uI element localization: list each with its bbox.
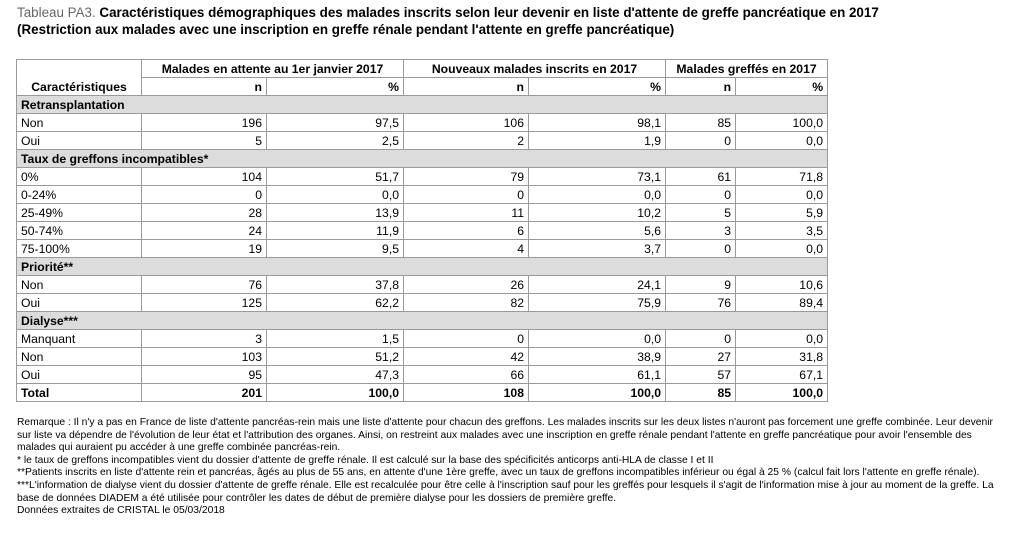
cell-value: 100,0 <box>736 384 828 402</box>
table-row <box>17 204 828 222</box>
cell-value: 61 <box>666 168 736 186</box>
cell-value: 196 <box>142 114 267 132</box>
cell-value: 0,0 <box>529 186 666 204</box>
cell-value: 3 <box>666 222 736 240</box>
table-row <box>17 114 828 132</box>
cell-value: 5,6 <box>529 222 666 240</box>
footnote-incompatible: * le taux de greffons incompatibles vient du dossier d'attente de greffe rénale. Il est calculé sur la base des spécificités anticorps anti-HLA de classe I et II <box>17 454 714 466</box>
row-label: 25-49% <box>17 204 142 222</box>
cell-value: 2,5 <box>267 132 404 150</box>
cell-value: 0,0 <box>267 186 404 204</box>
cell-value: 1,9 <box>529 132 666 150</box>
cell-value: 42 <box>404 348 529 366</box>
footnotes <box>17 417 997 518</box>
cell-value: 89,4 <box>736 294 828 312</box>
cell-value: 24 <box>142 222 267 240</box>
cell-value: 38,9 <box>529 348 666 366</box>
cell-value: 66 <box>404 366 529 384</box>
group-header: Malades en attente au 1er janvier 2017 <box>142 60 404 78</box>
section-row <box>17 258 828 276</box>
cell-value: 76 <box>142 276 267 294</box>
cell-value: 2 <box>404 132 529 150</box>
table-row <box>17 222 828 240</box>
row-label: Oui <box>17 366 142 384</box>
table-row <box>17 168 828 186</box>
cell-value: 3,7 <box>529 240 666 258</box>
cell-value: 5,9 <box>736 204 828 222</box>
cell-value: 3 <box>142 330 267 348</box>
cell-value: 201 <box>142 384 267 402</box>
cell-value: 100,0 <box>736 114 828 132</box>
cell-value: 57 <box>666 366 736 384</box>
cell-value: 10,6 <box>736 276 828 294</box>
group-header: Nouveaux malades inscrits en 2017 <box>404 60 666 78</box>
table-row <box>17 132 828 150</box>
cell-value: 79 <box>404 168 529 186</box>
cell-value: 104 <box>142 168 267 186</box>
table-row <box>17 294 828 312</box>
cell-value: 0,0 <box>736 240 828 258</box>
cell-value: 10,2 <box>529 204 666 222</box>
cell-value: 4 <box>404 240 529 258</box>
section-title: Dialyse*** <box>17 312 828 330</box>
cell-value: 67,1 <box>736 366 828 384</box>
row-label: Total <box>17 384 142 402</box>
row-label: 50-74% <box>17 222 142 240</box>
row-label: Non <box>17 348 142 366</box>
table-row <box>17 348 828 366</box>
cell-value: 85 <box>666 384 736 402</box>
cell-value: 0,0 <box>736 186 828 204</box>
row-label: Non <box>17 114 142 132</box>
row-label: Oui <box>17 294 142 312</box>
cell-value: 9 <box>666 276 736 294</box>
subheader: n <box>666 78 736 96</box>
table-title <box>17 4 1002 38</box>
cell-value: 95 <box>142 366 267 384</box>
cell-value: 108 <box>404 384 529 402</box>
cell-value: 47,3 <box>267 366 404 384</box>
cell-value: 0,0 <box>529 330 666 348</box>
cell-value: 11 <box>404 204 529 222</box>
cell-value: 82 <box>404 294 529 312</box>
row-label: Oui <box>17 132 142 150</box>
cell-value: 0,0 <box>736 132 828 150</box>
cell-value: 24,1 <box>529 276 666 294</box>
cell-value: 13,9 <box>267 204 404 222</box>
table-row <box>17 276 828 294</box>
footnote-dialysis: ***L'information de dialyse vient du dossier d'attente de greffe rénale. Elle est recalculée pour être celle à l'inscription sauf pour les greffés pour lesquels il s'agit de l'information mise à jour au moment de la greffe. La base de données DIADEM a été utilisée pour contrôler les dates de début de première dialyse pour les dossiers de première greffe. <box>17 479 994 504</box>
table-row <box>17 240 828 258</box>
subheader: n <box>404 78 529 96</box>
row-header: Caractéristiques <box>17 60 142 96</box>
cell-value: 37,8 <box>267 276 404 294</box>
cell-value: 3,5 <box>736 222 828 240</box>
group-header: Malades greffés en 2017 <box>666 60 828 78</box>
cell-value: 6 <box>404 222 529 240</box>
cell-value: 9,5 <box>267 240 404 258</box>
cell-value: 125 <box>142 294 267 312</box>
subheader: % <box>529 78 666 96</box>
cell-value: 0 <box>666 240 736 258</box>
row-label: 0-24% <box>17 186 142 204</box>
table-label: Tableau PA3. <box>17 5 96 20</box>
cell-value: 0 <box>666 330 736 348</box>
table-row <box>17 330 828 348</box>
cell-value: 19 <box>142 240 267 258</box>
total-row <box>17 384 828 402</box>
cell-value: 5 <box>142 132 267 150</box>
cell-value: 28 <box>142 204 267 222</box>
subheader: % <box>267 78 404 96</box>
footnote-remark: Remarque : Il n'y a pas en France de liste d'attente pancréas-rein mais une liste d'attente pour chacun des greffons. Les malades inscrits sur les deux listes n'auront pas forcement une greffe combinée. Leur devenir sur liste va dépendre de l'évolution de leur état et l'attribution des organes. Ainsi, on restreint aux malades avec une inscription en greffe rénale pendant l'attente en greffe pancréatique pour avoir l'ensemble des malades qui auraient pu accéder à une greffe combinée pancréas-rein. <box>17 417 993 454</box>
cell-value: 27 <box>666 348 736 366</box>
cell-value: 51,7 <box>267 168 404 186</box>
table-title-text: Caractéristiques démographiques des malades inscrits selon leur devenir en liste d'attente de greffe pancréatique en 2017 <box>99 5 879 20</box>
row-label: Non <box>17 276 142 294</box>
section-row <box>17 96 828 114</box>
cell-value: 26 <box>404 276 529 294</box>
section-row <box>17 150 828 168</box>
cell-value: 71,8 <box>736 168 828 186</box>
cell-value: 0 <box>666 132 736 150</box>
footnote-source: Données extraites de CRISTAL le 05/03/2018 <box>17 505 225 517</box>
cell-value: 61,1 <box>529 366 666 384</box>
row-label: 75-100% <box>17 240 142 258</box>
cell-value: 62,2 <box>267 294 404 312</box>
table-row <box>17 186 828 204</box>
cell-value: 100,0 <box>267 384 404 402</box>
section-row <box>17 312 828 330</box>
section-title: Priorité** <box>17 258 828 276</box>
cell-value: 0 <box>666 186 736 204</box>
cell-value: 0 <box>142 186 267 204</box>
cell-value: 106 <box>404 114 529 132</box>
cell-value: 31,8 <box>736 348 828 366</box>
table-row <box>17 366 828 384</box>
cell-value: 97,5 <box>267 114 404 132</box>
table-subtitle: (Restriction aux malades avec une inscription en greffe rénale pendant l'attente en greffe pancréatique) <box>17 22 675 37</box>
row-label: 0% <box>17 168 142 186</box>
cell-value: 98,1 <box>529 114 666 132</box>
cell-value: 75,9 <box>529 294 666 312</box>
cell-value: 100,0 <box>529 384 666 402</box>
cell-value: 103 <box>142 348 267 366</box>
cell-value: 11,9 <box>267 222 404 240</box>
cell-value: 85 <box>666 114 736 132</box>
header-row-groups <box>17 60 828 78</box>
cell-value: 51,2 <box>267 348 404 366</box>
section-title: Retransplantation <box>17 96 828 114</box>
section-title: Taux de greffons incompatibles* <box>17 150 828 168</box>
cell-value: 0 <box>404 330 529 348</box>
data-table <box>16 59 828 402</box>
cell-value: 73,1 <box>529 168 666 186</box>
cell-value: 76 <box>666 294 736 312</box>
row-label: Manquant <box>17 330 142 348</box>
footnote-priority: **Patients inscrits en liste d'attente rein et pancréas, âgés au plus de 55 ans, en attente d'une 1ère greffe, avec un taux de greffons incompatibles inférieur ou égal à 25 % (calcul fait lors l'attente en greffe rénale). <box>17 467 980 479</box>
cell-value: 5 <box>666 204 736 222</box>
cell-value: 0 <box>404 186 529 204</box>
cell-value: 1,5 <box>267 330 404 348</box>
cell-value: 0,0 <box>736 330 828 348</box>
subheader: % <box>736 78 828 96</box>
table-body <box>17 96 828 402</box>
subheader: n <box>142 78 267 96</box>
